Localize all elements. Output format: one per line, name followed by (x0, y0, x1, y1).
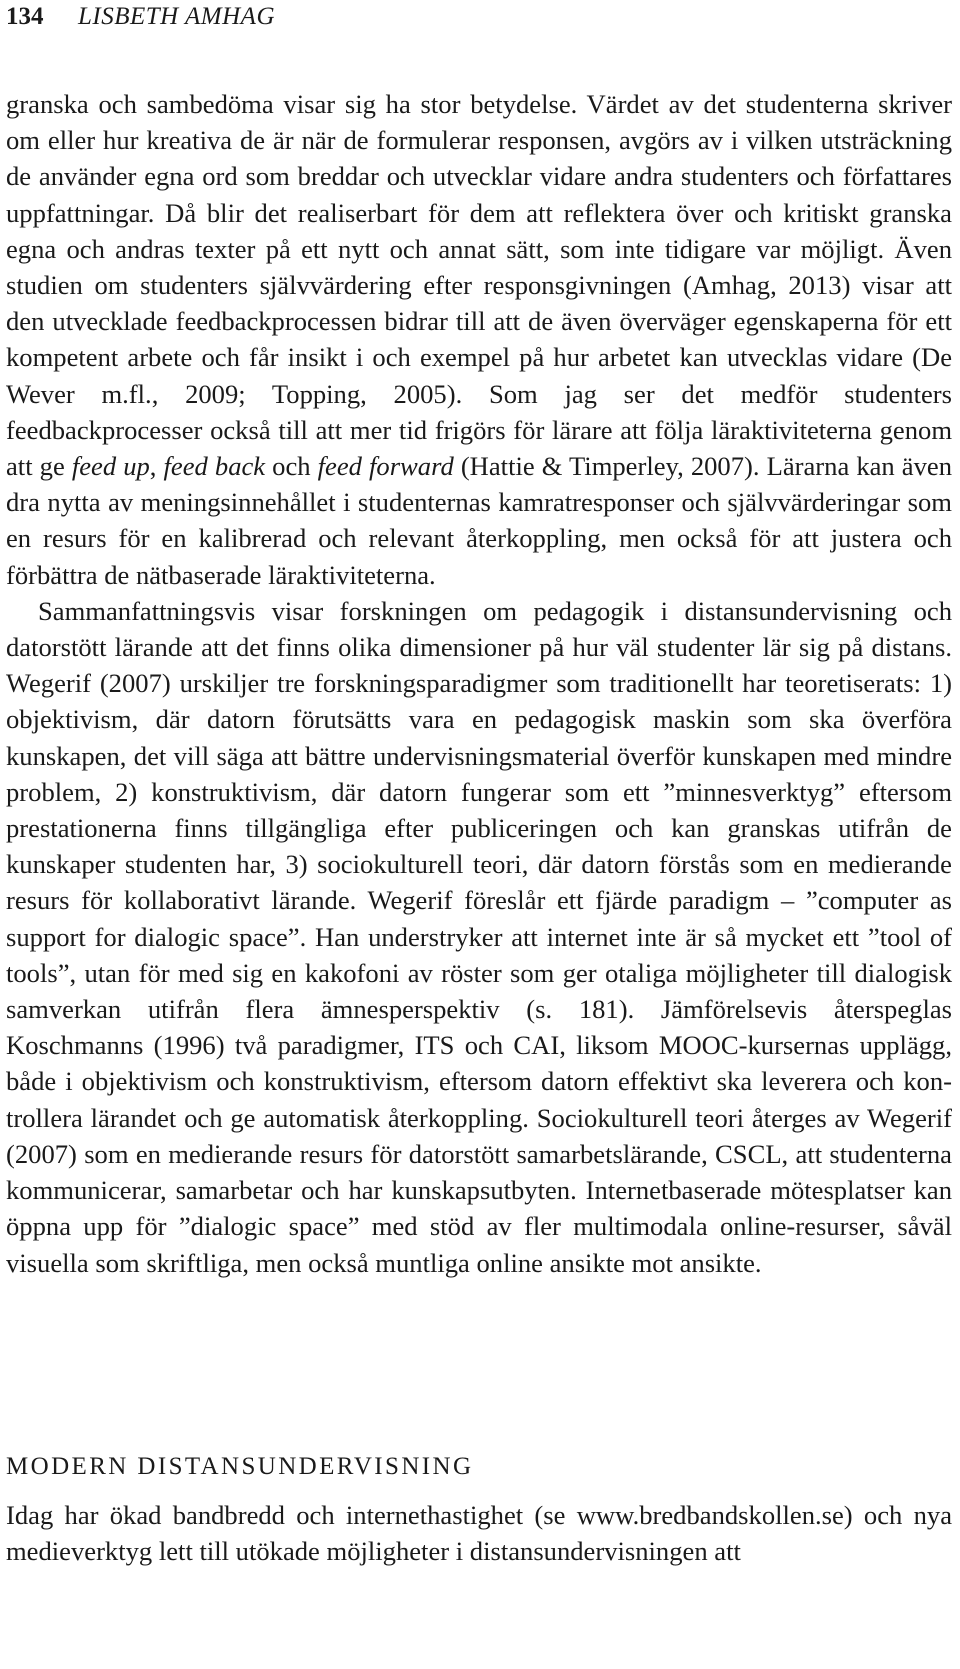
section-heading: MODERN DISTANSUNDERVISNING (6, 1453, 474, 1480)
paragraph-feedback (6, 86, 952, 593)
paragraph-text: , (149, 451, 164, 482)
paragraph-text: granska och sambedöma visar sig ha stor betydelse. Värdet av det studenterna skriver om eller hur kreativa de är när de formulerar responsen, avgörs av i vilken utsträckning de använder egna ord som breddar och utvecklar vidare andra studenters och författares uppfattningar. Då blir det realiserbart för dem att reflektera över och kritiskt granska egna och andras texter på ett nytt och annat sätt, som inte tidigare var möjligt. Även studien om studenters självvärdering efter responsgivningen (Amhag, 2013) visar att den utvecklade feedbackprocessen bidrar till att de även överväger egenskaperna för ett kompetent arbete och får insikt i och exempel på hur arbetet kan utvecklas vidare (De Wever m.fl., 2009; Topping, 2005). Som jag ser det medför studenters feedbackprocesser också till att mer tid frigörs för lärare att följa läraktiviteterna genom att ge (6, 89, 952, 482)
body-text-lower (6, 1497, 952, 1569)
page-number: 134 (6, 3, 44, 30)
running-author: LISBETH AMHAG (78, 3, 276, 30)
paragraph-text: (Hattie & Timperley, 2007). Lärarna kan även dra nytta av meningsinnehållet i studenternas kamratresponser och självvärderingar som en resurs för en kalibrerad och relevant återkoppling, men också för att justera och förbättra de nätbaserade läraktiviteterna. (6, 451, 952, 590)
paragraph-summary: Sammanfattningsvis visar forskningen om pedagogik i distansundervisning och datorstött lärande att det finns olika dimensioner på hur väl studenter lär sig på distans. Wegerif (2007) urskiljer tre forskningsparadigmer som traditionellt har teoretiserats: 1) objektivism, där datorn förutsätts vara en pedagogisk maskin som ska överföra kunskapen, det vill säga att bättre undervisningsmaterial överför kunskapen med mindre problem, 2) konstruktivism, där datorn fungerar som ett ”minnesverktyg” eftersom prestationerna finns tillgängliga efter publiceringen och kan granskas utifrån de kunskaper studenten har, 3) sociokulturell teori, där datorn förstås som en medierande resurs för kollaborativt lärande. Wegerif föreslår ett fjärde paradigm – ”computer as support for dialogic space”. Han understryker att internet inte är så mycket ett ”tool of tools”, utan för med sig en kakofoni av röster som ger otaliga möjligheter till dialogisk samverkan utifrån flera ämnesperspektiv (s. 181). Jämförelsevis återspeglas Koschmanns (1996) två paradigmer, ITS och CAI, liksom MOOC-kursernas upplägg, både i objektivism och konstruktivism, eftersom datorn effektivt ska leverera och kontrollera lärandet och ge automatisk återkoppling. Sociokulturell teori återges av Wegerif (2007) som en medierande resurs för datorstött samarbetslärande, CSCL, att studenterna kommunicerar, samarbetar och har kunskapsutbyten. Internetbaserade mötesplatser kan öppna upp för ”dialogic space” med stöd av fler multimodala online-resurser, såväl visuella som skriftliga, men också muntliga online ansikte mot ansikte. (6, 595, 952, 1278)
term-feed-forward: feed forward (317, 451, 454, 482)
body-text-upper (6, 86, 952, 1281)
term-feed-back: feed back (163, 451, 266, 482)
paragraph-modern-distance: Idag har ökad bandbredd och internethastighet (se www.bredbandskollen.se) och nya medieverktyg lett till utökade möjligheter i distansundervisningen att (6, 1500, 952, 1567)
running-header (6, 0, 275, 34)
paragraph-text: och (265, 451, 318, 482)
term-feed-up: feed up (71, 451, 150, 482)
